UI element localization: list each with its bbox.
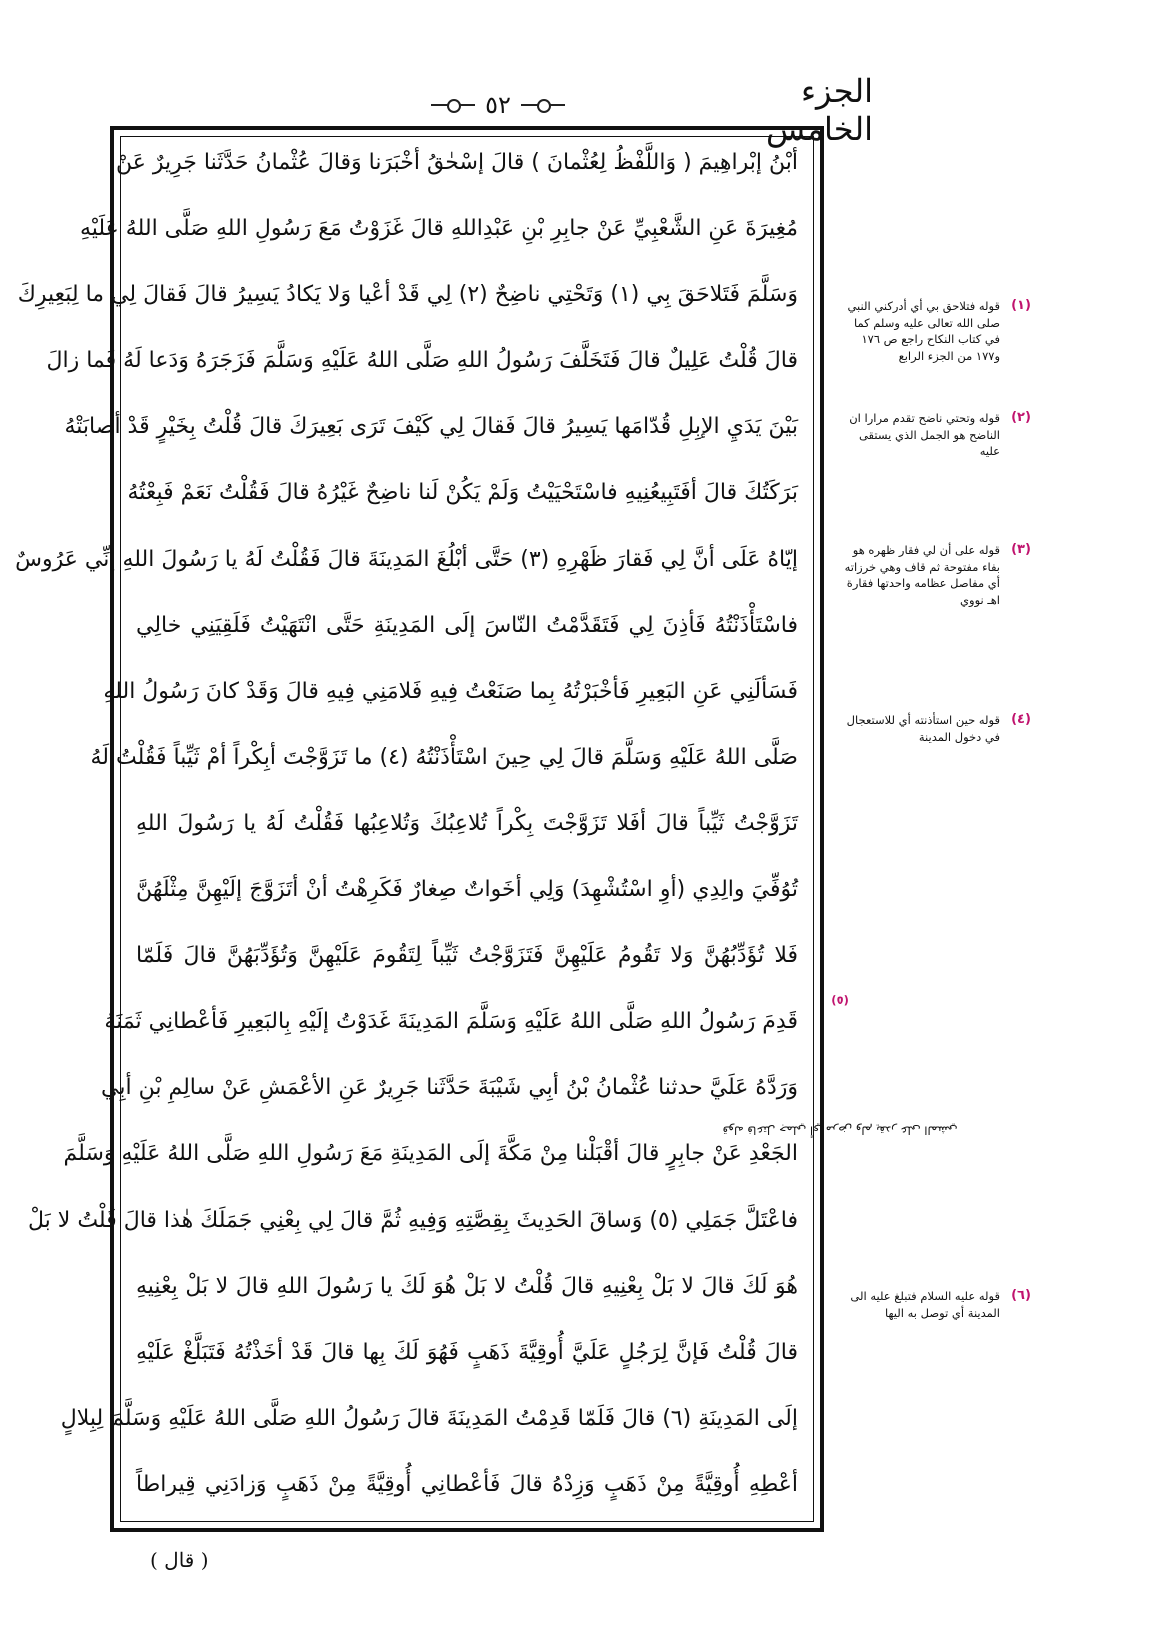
note-text: قوله فتلاحق بي أي أدركني النبي صلى الله تعالى عليه وسلم كما في كتاب النكاح راجع ص ١٧٦ و١٧٧ من الجزء الرابع — [847, 299, 1000, 364]
text-line: بَرَكَتُكَ قالَ أفَتَبِيعُنِيهِ فاسْتَحْيَيْتُ وَلَمْ يَكُنْ لَنا ناضِحٌ غَيْرُهُ قالَ فَقُلْتُ نَعَمْ فَبِعْتُهُ — [127, 480, 798, 506]
text-line: إلَى المَدِينَةِ (٦) قالَ فَلَمّا قَدِمْتُ المَدِينَةَ قالَ رَسُولُ اللهِ صَلَّى اللهُ عَلَيْهِ وَسَلَّمَ لِبِلالٍ — [60, 1405, 798, 1431]
note-number: (٣) — [1011, 542, 1031, 557]
text-line: هُوَ لَكَ قالَ لا بَلْ بِعْنِيهِ قالَ قُلْتُ لا بَلْ هُوَ لَكَ يا رَسُولَ اللهِ قالَ لا بَلْ بِعْنِيهِ — [136, 1273, 798, 1299]
text-line: فاعْتَلَّ جَمَلِي (٥) وَساقَ الحَدِيثَ بِقِصَّتِهِ وَفِيهِ ثُمَّ قالَ لِي بِعْنِي جَمَلَكَ هٰذا قالَ قُلْتُ لا بَلْ — [28, 1207, 798, 1233]
part-title: الجزء الخامس — [766, 72, 873, 148]
main-text-frame — [15, 126, 824, 1532]
note-text: قوله وتحتي ناضح تقدم مرارا ان الناضح هو الجمل الذي يستقى عليه — [849, 411, 1000, 459]
note-text: قوله فاعتل جملي أي مرض ولم يقدر على المشي — [722, 1123, 958, 1138]
margin-note-6 — [834, 1288, 1034, 1321]
text-line: الجَعْدِ عَنْ جابِرٍ قالَ أقْبَلْنا مِنْ مَكَّةَ إلَى المَدِينَةِ مَعَ رَسُولِ اللهِ صَلَّى اللهُ عَلَيْهِ وَسَلَّمَ — [63, 1141, 798, 1167]
text-line: تُوُفِّيَ والِدِي (أوِ اسْتُشْهِدَ) وَلِي أخَواتٌ صِغارٌ فَكَرِهْتُ أنْ أتَزَوَّجَ إلَيْهِنَّ مِثْلَهُنَّ — [136, 877, 798, 903]
main-text — [15, 150, 798, 1508]
text-line: فاسْتَأْذَنْتُهُ فَأذِنَ لِي فَتَقَدَّمْتُ النّاسَ إلَى المَدِينَةِ حَتَّى انْتَهَيْتُ فَلَقِيَنِي خالِي — [136, 612, 798, 638]
catchword: ( قال ) — [150, 1548, 209, 1572]
note-number: (١) — [1011, 298, 1031, 313]
page-number — [418, 88, 578, 122]
text-line: تَزَوَّجْتُ ثَيِّباً قالَ أفَلا تَزَوَّجْتَ بِكْراً تُلاعِبُكَ وَتُلاعِبُها فَقُلْتُ لَهُ يا رَسُولَ اللهِ — [136, 810, 798, 836]
note-number: (٢) — [1011, 410, 1031, 425]
text-line: أعْطِهِ أُوقِيَّةً مِنْ ذَهَبٍ وَزِدْهُ قالَ فَأعْطانِي أُوقِيَّةً مِنْ ذَهَبٍ وَزادَنِي قِيراطاً — [136, 1471, 798, 1497]
margin-note-3 — [834, 542, 1034, 609]
note-text: قوله على أن لي فقار ظهره هو بفاء مفتوحة ثم قاف وهي خرزاته أي مفاصل عظامه واحدتها فقارة اهـ نووي — [844, 543, 1000, 608]
text-line: صَلَّى اللهُ عَلَيْهِ وَسَلَّمَ قالَ لِي حِينَ اسْتَأْذَنْتُهُ (٤) ما تَزَوَّجْتَ أبِكْراً أمْ ثَيِّباً فَقُلْتُ لَهُ — [90, 744, 798, 770]
margin-note-5-vertical — [722, 993, 958, 1230]
note-number: (٦) — [1011, 1288, 1031, 1303]
ornament-right-icon — [521, 98, 565, 112]
text-line: مُغِيرَةَ عَنِ الشَّعْبِيِّ عَنْ جابِرِ بْنِ عَبْدِاللهِ قالَ غَزَوْتُ مَعَ رَسُولِ اللهِ صَلَّى اللهُ عَلَيْهِ — [79, 216, 798, 242]
text-line: فَلا تُؤَدِّبُهُنَّ وَلا تَقُومُ عَلَيْهِنَّ فَتَزَوَّجْتُ ثَيِّباً لِتَقُومَ عَلَيْهِنَّ وَتُؤَدِّبَهُنَّ قالَ فَلَمّا — [136, 943, 798, 969]
page-number-text: ٥٢ — [485, 91, 511, 119]
text-line: أبْنُ إبْراهِيمَ ( وَاللَّفْظُ لِعُثْمانَ ) قالَ إسْحٰقُ أخْبَرَنا وَقالَ عُثْمانُ حَدَّثَنا جَرِيرٌ عَنْ — [116, 150, 798, 175]
text-line: بَيْنَ يَدَيِ الإبِلِ قُدّامَها يَسِيرُ قالَ فَقالَ لِي كَيْفَ تَرَى بَعِيرَكَ قالَ قُلْتُ بِخَيْرٍ قَدْ أصابَتْهُ — [64, 414, 798, 440]
text-line: وَرَدَّهُ عَلَيَّ حدثنا عُثْمانُ بْنُ أبِي شَيْبَةَ حَدَّثَنا جَرِيرٌ عَنِ الأعْمَشِ عَنْ سالِمِ بْنِ أبِي — [101, 1075, 798, 1101]
text-line: فَسَألَنِي عَنِ البَعِيرِ فَأخْبَرْتُهُ بِما صَنَعْتُ فِيهِ فَلامَنِي فِيهِ قالَ وَقَدْ كانَ رَسُولُ اللهِ — [103, 678, 798, 704]
margin-note-1 — [834, 298, 1034, 365]
note-text: قوله حين استأذنته أي للاستعجال في دخول المدينة — [846, 713, 1000, 744]
text-line: وَسَلَّمَ فَتَلاحَقَ بِي (١) وَتَحْتِي ناضِحٌ (٢) لِي قَدْ أعْيا وَلا يَكادُ يَسِيرُ قالَ فَقالَ لِي ما لِبَعِيرِكَ — [17, 282, 798, 308]
text-line: قَدِمَ رَسُولُ اللهِ صَلَّى اللهُ عَلَيْهِ وَسَلَّمَ المَدِينَةَ غَدَوْتُ إلَيْهِ بِالبَعِيرِ فَأعْطانِي ثَمَنَهُ — [104, 1009, 798, 1035]
note-number: (٤) — [1011, 712, 1031, 727]
margin-note-4 — [834, 712, 1034, 745]
margin-note-2 — [834, 410, 1034, 460]
note-number: (٥) — [831, 993, 849, 1008]
margin-notes — [834, 0, 1034, 1638]
text-line: إيّاهُ عَلَى أنَّ لِي فَقارَ ظَهْرِهِ (٣) حَتَّى أبْلُغَ المَدِينَةَ قالَ فَقُلْتُ لَهُ يا رَسُولَ اللهِ إنِّي عَرُوسٌ — [15, 546, 798, 572]
text-line: قالَ قُلْتُ عَلِيلٌ قالَ فَتَخَلَّفَ رَسُولُ اللهِ صَلَّى اللهُ عَلَيْهِ وَسَلَّمَ فَزَجَرَهُ وَدَعا لَهُ فَما زالَ — [46, 348, 798, 374]
note-text: قوله عليه السلام فتبلغ عليه الى المدينة أي توصل به اليها — [850, 1289, 1000, 1320]
ornament-left-icon — [431, 98, 475, 112]
text-line: قالَ قُلْتُ فَإنَّ لِرَجُلٍ عَلَيَّ أُوقِيَّةَ ذَهَبٍ فَهُوَ لَكَ بِها قالَ قَدْ أخَذْتُهُ فَتَبَلَّغْ عَلَيْهِ — [136, 1339, 798, 1365]
